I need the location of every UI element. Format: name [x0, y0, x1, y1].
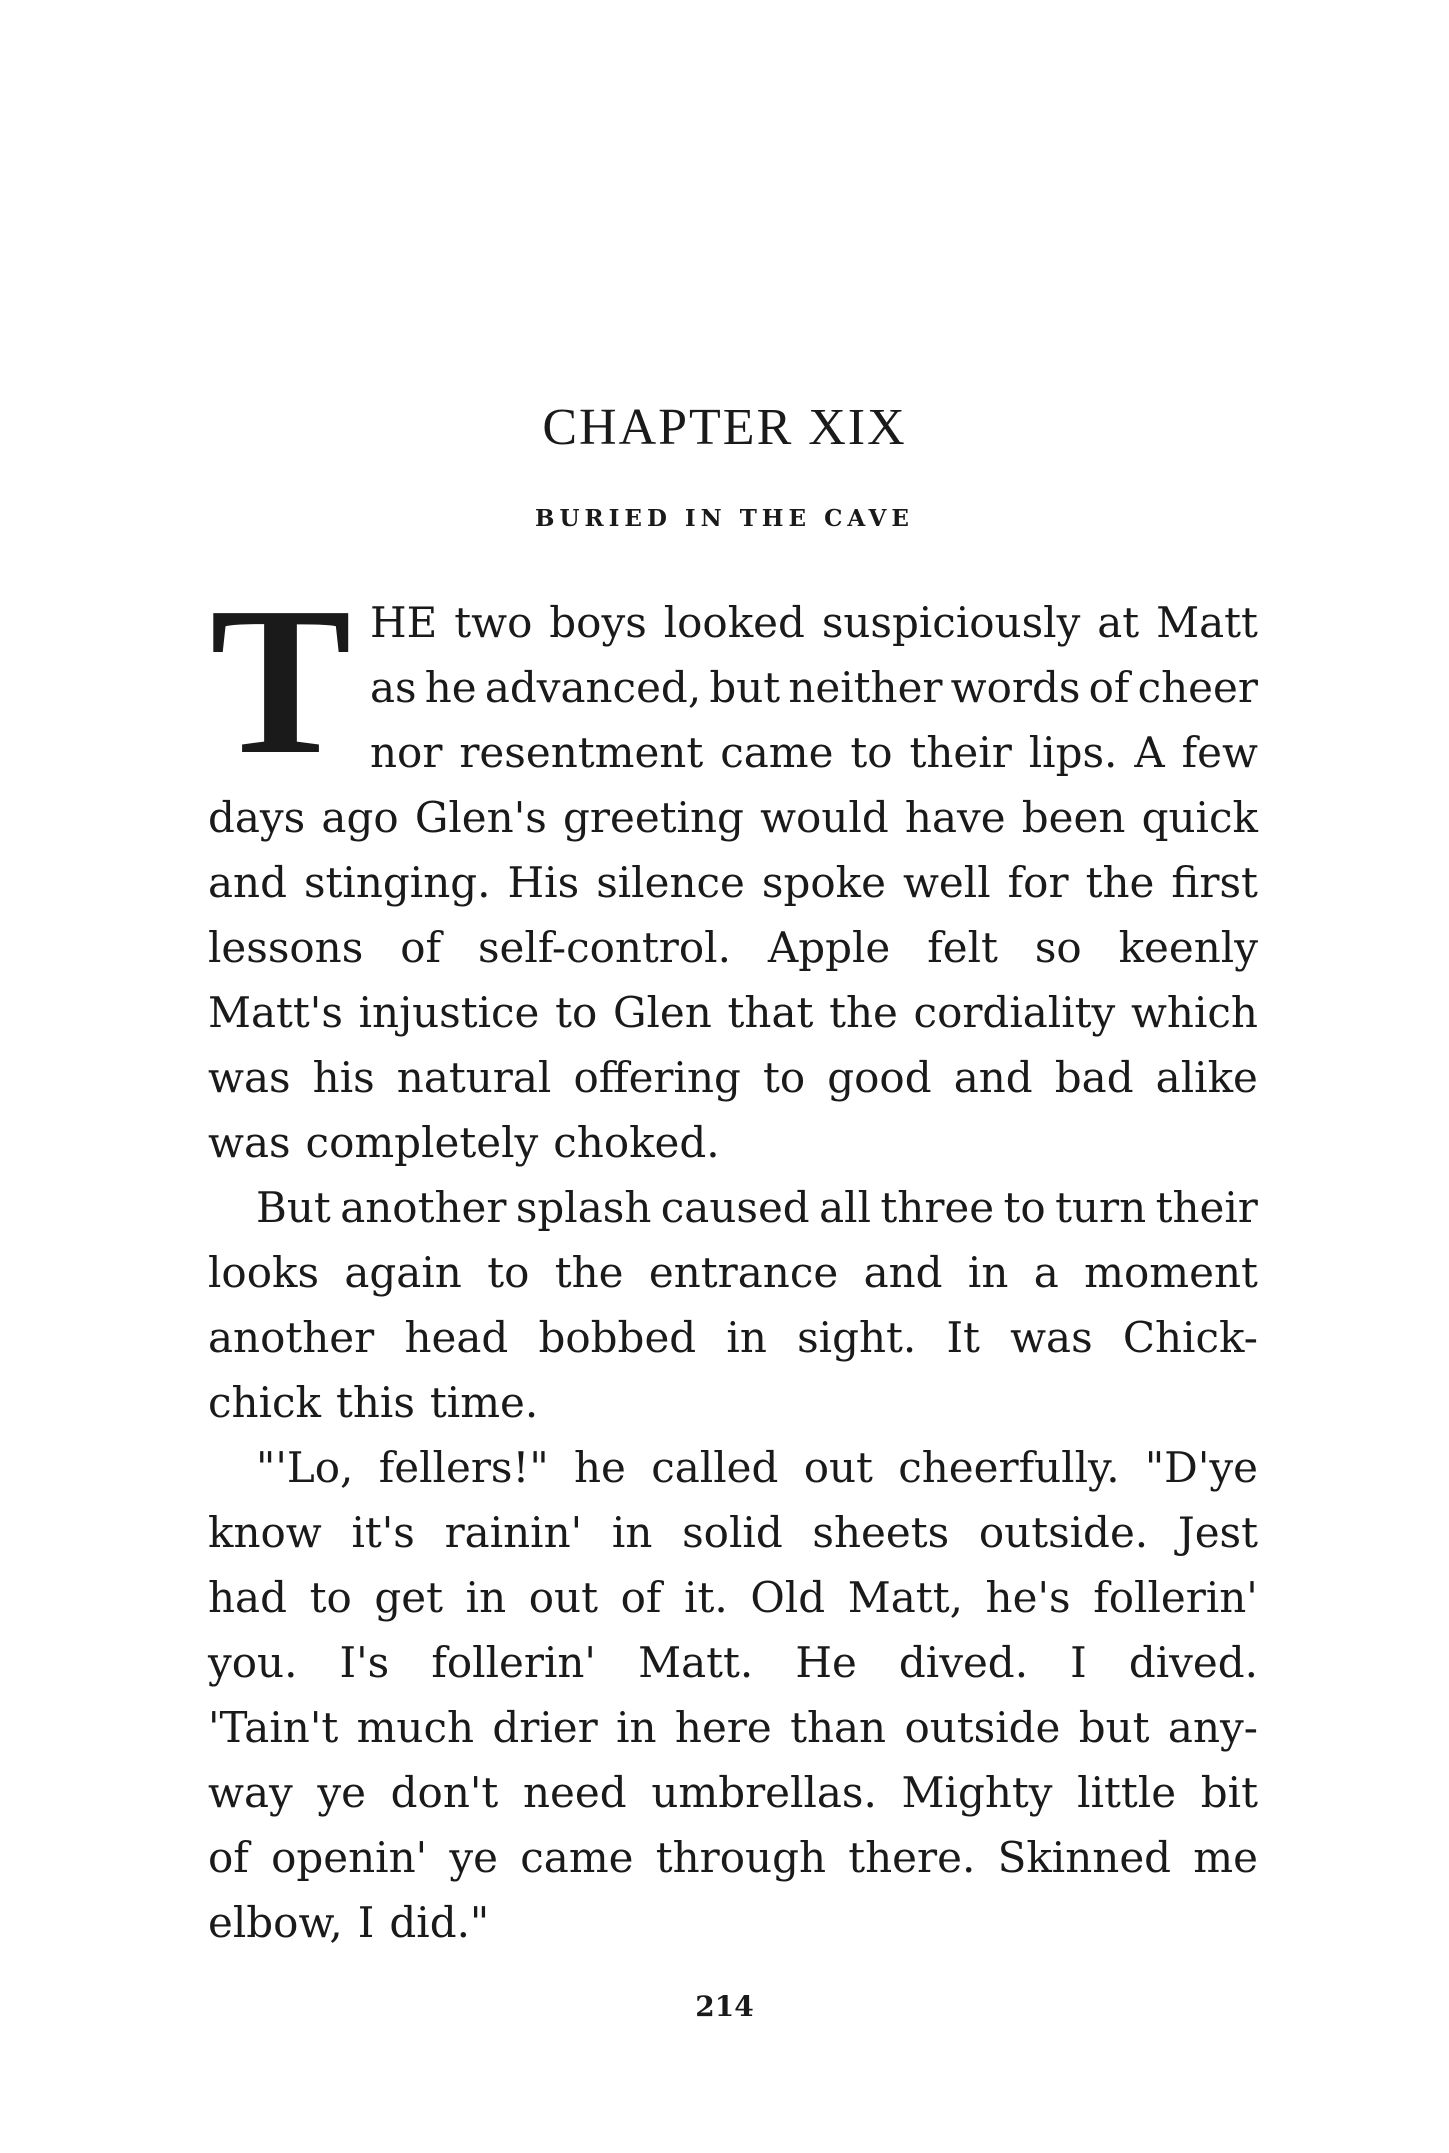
word: solid	[682, 1508, 783, 1557]
word: well	[902, 858, 991, 907]
word: this	[335, 1378, 415, 1427]
word: and	[863, 1248, 943, 1297]
word: lips.	[1028, 728, 1118, 777]
word: dived.	[898, 1638, 1029, 1687]
word: follerin'	[1093, 1573, 1258, 1622]
text-line	[208, 655, 1258, 720]
word: came	[520, 1833, 634, 1882]
word: Matt	[1156, 598, 1258, 647]
page-number: 214	[695, 1990, 754, 2023]
text-line	[208, 1630, 1258, 1695]
word: to	[850, 728, 893, 777]
word: But	[256, 1183, 331, 1232]
word: resentment	[459, 728, 704, 777]
word: Mighty	[901, 1768, 1053, 1817]
word: outside	[904, 1703, 1061, 1752]
word: three	[880, 1183, 995, 1232]
text-line	[208, 590, 1258, 655]
word: looked	[663, 598, 805, 647]
word: which	[1130, 988, 1258, 1037]
chapter-subtitle: BURIED IN THE CAVE	[535, 505, 914, 532]
text-line	[208, 1695, 1258, 1760]
word: for	[1007, 858, 1069, 907]
text-line	[208, 1565, 1258, 1630]
word: His	[507, 858, 580, 907]
word: to	[309, 1573, 352, 1622]
word: bad	[1054, 1053, 1134, 1102]
word: Apple	[767, 923, 891, 972]
word: I	[1070, 1638, 1087, 1687]
word: than	[790, 1703, 887, 1752]
word: A	[1134, 728, 1165, 777]
word: but	[1078, 1703, 1150, 1752]
word: in	[726, 1313, 767, 1362]
text-line	[208, 1045, 1258, 1110]
word: had	[208, 1573, 287, 1622]
text-line	[208, 1370, 1258, 1435]
word: did."	[389, 1898, 490, 1947]
word: would	[760, 793, 889, 842]
word: I	[357, 1898, 375, 1947]
word: as	[370, 663, 417, 712]
word: follerin'	[431, 1638, 596, 1687]
word: boys	[549, 598, 647, 647]
word: fellers!"	[378, 1443, 549, 1492]
word: the	[554, 1248, 624, 1297]
word: alike	[1155, 1053, 1258, 1102]
text-line	[208, 980, 1258, 1045]
word: another	[340, 1183, 507, 1232]
word: splash	[515, 1183, 652, 1232]
word: his	[312, 1053, 375, 1102]
word: to	[487, 1248, 530, 1297]
text-line	[208, 1175, 1258, 1240]
text-line	[208, 720, 1258, 785]
word: nor	[370, 728, 443, 777]
word: self-control.	[477, 923, 731, 972]
word: few	[1181, 728, 1258, 777]
word: turn	[1055, 1183, 1147, 1232]
text-line	[208, 1305, 1258, 1370]
word: entrance	[648, 1248, 839, 1297]
word: at	[1097, 598, 1140, 647]
word: have	[904, 793, 1006, 842]
word: was	[208, 1118, 291, 1167]
word: and	[953, 1053, 1033, 1102]
word: to	[1003, 1183, 1046, 1232]
word: ye	[449, 1833, 499, 1882]
word: "D'ye	[1144, 1443, 1258, 1492]
word: any-	[1167, 1703, 1258, 1752]
word: silence	[596, 858, 745, 907]
text-line	[208, 1825, 1258, 1890]
word: Old	[750, 1573, 826, 1622]
word: I's	[339, 1638, 390, 1687]
text-line	[208, 915, 1258, 980]
text-line	[208, 1500, 1258, 1565]
word: advanced,	[484, 663, 702, 712]
word: moment	[1084, 1248, 1258, 1297]
word: elbow,	[208, 1898, 343, 1947]
word: dived.	[1128, 1638, 1258, 1687]
word: of	[620, 1573, 662, 1622]
word: completely	[305, 1118, 539, 1167]
text-line	[208, 1890, 1258, 1955]
word: neither	[788, 663, 943, 712]
word: their	[909, 728, 1012, 777]
word: don't	[390, 1768, 499, 1817]
word: much	[356, 1703, 475, 1752]
text-line	[208, 1110, 1258, 1175]
word: time.	[429, 1378, 539, 1427]
word: offering	[573, 1053, 741, 1102]
word: head	[404, 1313, 509, 1362]
word: in	[611, 1508, 653, 1557]
word: good	[827, 1053, 932, 1102]
word: Skinned	[997, 1833, 1172, 1882]
word: been	[1021, 793, 1126, 842]
word: Matt,	[847, 1573, 963, 1622]
word: bit	[1200, 1768, 1258, 1817]
word: outside.	[978, 1508, 1149, 1557]
word: ago	[321, 793, 399, 842]
word: another	[208, 1313, 375, 1362]
word: sheets	[812, 1508, 950, 1557]
text-line	[208, 785, 1258, 850]
body-text	[208, 563, 1258, 1955]
word: me	[1193, 1833, 1258, 1882]
word: looks	[208, 1248, 320, 1297]
word: the	[829, 988, 898, 1037]
word: in	[967, 1248, 1009, 1297]
word: there.	[848, 1833, 976, 1882]
word: suspiciously	[821, 598, 1081, 647]
drop-cap: T	[210, 563, 352, 798]
word: came	[720, 728, 834, 777]
word: natural	[396, 1053, 552, 1102]
word: know	[208, 1508, 322, 1557]
word: rainin'	[444, 1508, 583, 1557]
word: he	[424, 663, 477, 712]
word: in	[465, 1573, 507, 1622]
word: "'Lo,	[256, 1443, 354, 1492]
word: felt	[927, 923, 998, 972]
word: of	[208, 1833, 249, 1882]
word: you.	[208, 1638, 298, 1687]
word: to	[762, 1053, 806, 1102]
word: the	[1085, 858, 1155, 907]
word: need	[522, 1768, 627, 1817]
word: lessons	[208, 923, 364, 972]
word: words	[950, 663, 1081, 712]
word: but	[709, 663, 781, 712]
word: through	[655, 1833, 827, 1882]
word: of	[1088, 663, 1130, 712]
word: that	[727, 988, 814, 1037]
word: out	[528, 1573, 598, 1622]
word: so	[1034, 923, 1082, 972]
word: keenly	[1118, 923, 1258, 972]
word: openin'	[271, 1833, 428, 1882]
word: Chick-	[1122, 1313, 1258, 1362]
word: here	[674, 1703, 772, 1752]
word: and	[208, 858, 287, 907]
word: get	[374, 1573, 444, 1622]
word: He	[795, 1638, 857, 1687]
word: he	[573, 1443, 626, 1492]
word: all	[819, 1183, 872, 1232]
word: stinging.	[304, 858, 491, 907]
word: he's	[985, 1573, 1071, 1622]
word: days	[208, 793, 306, 842]
word: to	[555, 988, 598, 1037]
word: Matt.	[638, 1638, 754, 1687]
word: Jest	[1177, 1508, 1258, 1557]
word: caused	[660, 1183, 810, 1232]
word: It	[946, 1313, 980, 1362]
word: of	[400, 923, 442, 972]
word: umbrellas.	[651, 1768, 877, 1817]
word: way	[208, 1768, 293, 1817]
word: it's	[351, 1508, 415, 1557]
text-line	[208, 850, 1258, 915]
text-line	[208, 1435, 1258, 1500]
word: chick	[208, 1378, 321, 1427]
word: a	[1033, 1248, 1059, 1297]
word: out	[803, 1443, 873, 1492]
word: their	[1155, 1183, 1258, 1232]
word: little	[1077, 1768, 1177, 1817]
word: first	[1171, 858, 1258, 907]
word: ye	[317, 1768, 366, 1817]
word: in	[616, 1703, 657, 1752]
text-line	[208, 1240, 1258, 1305]
word: was	[1010, 1313, 1093, 1362]
word: Matt's	[208, 988, 343, 1037]
word: 'Tain't	[208, 1703, 339, 1752]
word: HE	[370, 598, 438, 647]
word: cheer	[1137, 663, 1258, 712]
word: sight.	[797, 1313, 917, 1362]
word: called	[651, 1443, 779, 1492]
word: cheerfully.	[898, 1443, 1120, 1492]
word: drier	[492, 1703, 598, 1752]
word: again	[344, 1248, 462, 1297]
word: was	[208, 1053, 291, 1102]
word: spoke	[761, 858, 886, 907]
chapter-title: CHAPTER XIX	[542, 399, 907, 456]
word: bobbed	[538, 1313, 697, 1362]
word: greeting	[563, 793, 744, 842]
word: choked.	[553, 1118, 720, 1167]
word: two	[454, 598, 533, 647]
word: Glen's	[414, 793, 547, 842]
word: it.	[684, 1573, 728, 1622]
word: Glen	[612, 988, 712, 1037]
word: injustice	[358, 988, 540, 1037]
text-line	[208, 1760, 1258, 1825]
word: cordiality	[913, 988, 1116, 1037]
word: quick	[1141, 793, 1258, 842]
